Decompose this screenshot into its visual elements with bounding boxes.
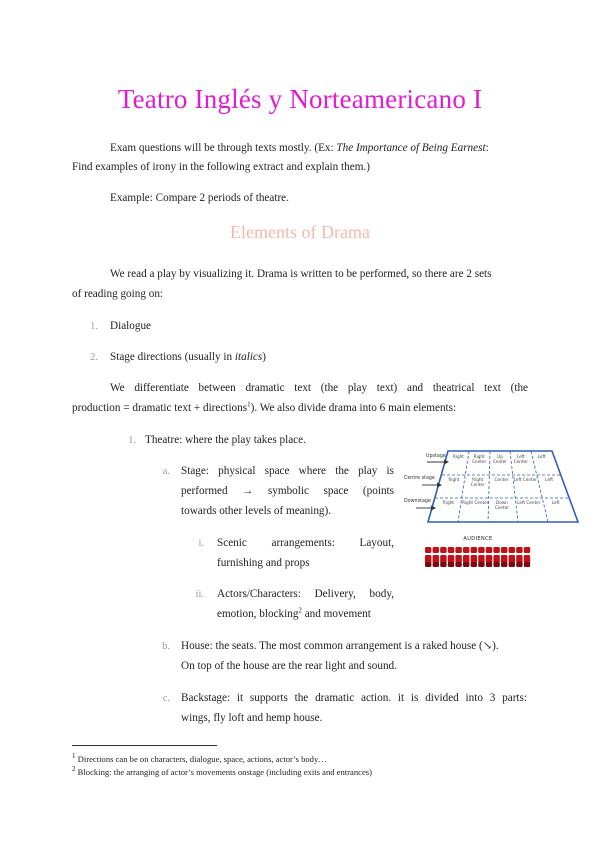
audience-seat xyxy=(501,547,507,553)
page-title: Teatro Inglés y Norteamericano I xyxy=(117,84,483,114)
audience-seat xyxy=(440,547,446,553)
audience-seat xyxy=(440,562,446,567)
list-item-stage-directions xyxy=(110,347,266,368)
audience-seat xyxy=(486,555,492,563)
audience-seat xyxy=(524,555,530,563)
audience-seat xyxy=(493,555,499,563)
stage-area-label: Right xyxy=(448,477,460,482)
audience-seat xyxy=(478,547,484,553)
example-paragraph: Example: Compare 2 periods of theatre. xyxy=(110,192,289,204)
audience-seat xyxy=(440,555,446,563)
actors-line-1: Actors/Characters: Delivery, body, xyxy=(217,588,394,600)
audience-seat xyxy=(425,547,431,553)
reading-line-1: We read a play by visualizing it. Drama is written to be performed, so there are 2 sets xyxy=(110,268,492,280)
scenic-line-2: furnishing and props xyxy=(217,557,310,569)
section-heading: Elements of Drama xyxy=(230,222,370,242)
list-item-text: ) xyxy=(262,351,266,363)
stage-line-1: Stage: physical space where the play is xyxy=(181,465,394,477)
audience-seat xyxy=(493,562,499,567)
stage-area-label: Left Center xyxy=(513,477,537,482)
footnote-ref-2[interactable]: 2 xyxy=(298,606,302,615)
stage-area-label: Right Center xyxy=(470,477,485,487)
stage-area-label: Left xyxy=(537,454,546,459)
audience-seat xyxy=(524,547,530,553)
audience-seat xyxy=(463,547,469,553)
differentiate-line-2 xyxy=(72,398,456,419)
play-title-italic: The Importance of Being Earnest xyxy=(336,142,486,154)
differentiate-text: ). We also divide drama into 6 main elements: xyxy=(250,402,457,414)
footnote-ref-1[interactable]: 1 xyxy=(247,400,251,409)
actors-text: and movement xyxy=(301,608,371,620)
stage-area-label: Center xyxy=(494,477,509,482)
audience-seat xyxy=(448,547,454,553)
stage-line-2: performed → symbolic space (points xyxy=(181,485,394,497)
list-roman: i. xyxy=(198,538,204,549)
actors-text: emotion, blocking xyxy=(217,608,299,620)
intro-line-1 xyxy=(110,138,489,159)
list-number: 1. xyxy=(90,321,98,332)
differentiate-text: production = dramatic text + directions xyxy=(72,402,248,414)
audience-seat xyxy=(486,547,492,553)
differentiate-line-1: We differentiate between dramatic text (the play text) and theatrical text (the xyxy=(110,382,528,394)
audience-seat xyxy=(471,555,477,563)
stage-area-label: Left xyxy=(545,477,554,482)
audience-seat xyxy=(516,562,522,567)
intro-text: Exam questions will be through texts mostly. (Ex: xyxy=(110,142,337,154)
actors-line-2 xyxy=(217,604,371,625)
audience-seat xyxy=(463,555,469,563)
scenic-line-1: Scenic arrangements: Layout, xyxy=(217,537,394,549)
stage-arrow-label: Downstage xyxy=(404,499,431,504)
stage-area-label: Left Center xyxy=(517,500,541,505)
audience-seat xyxy=(516,555,522,563)
audience-seat xyxy=(501,562,507,567)
audience-seat xyxy=(448,555,454,563)
list-roman: ii. xyxy=(195,589,204,600)
footnote-divider xyxy=(72,745,217,746)
footnote-text: Blocking: the arranging of actor’s movements onstage (including exits and entrances) xyxy=(77,767,372,777)
audience-seat xyxy=(524,562,530,567)
audience-seat xyxy=(463,562,469,567)
footnote-1 xyxy=(72,753,327,765)
audience-seat xyxy=(433,555,439,563)
list-letter: a. xyxy=(162,466,170,477)
audience-seat xyxy=(448,562,454,567)
audience-seats xyxy=(423,545,533,567)
audience-seat xyxy=(509,547,515,553)
house-line-2: On top of the house are the rear light and sound. xyxy=(181,660,397,672)
audience-seat xyxy=(425,562,431,567)
list-number: 2. xyxy=(90,352,98,363)
stage-area-label: Right xyxy=(442,500,454,505)
audience-seat xyxy=(516,547,522,553)
intro-line-2: Find examples of irony in the following extract and explain them.) xyxy=(72,161,370,173)
footnote-text: Directions can be on characters, dialogue, space, actions, actor’s body… xyxy=(77,754,327,764)
intro-colon: : xyxy=(485,142,489,154)
stage-area-label: Up Center xyxy=(492,454,508,464)
stage-line-3: towards other levels of meaning). xyxy=(181,505,332,517)
stage-area-label: Right xyxy=(452,454,464,459)
audience-label: AUDIENCE xyxy=(463,536,493,542)
stage-arrow-label: Upstage xyxy=(426,454,446,459)
stage-arrow-label: Centre stage xyxy=(404,476,435,481)
footnote-2 xyxy=(72,766,372,778)
audience-seat xyxy=(455,555,461,563)
footnote-number: 2 xyxy=(72,765,76,774)
stage-area-label: Right Center xyxy=(461,500,489,505)
audience-seat xyxy=(425,555,431,563)
list-item-dialogue: Dialogue xyxy=(110,320,152,332)
audience-seat xyxy=(478,562,484,567)
list-letter: b. xyxy=(162,641,170,652)
list-number: 1. xyxy=(128,435,136,446)
audience-seat xyxy=(501,555,507,563)
list-letter: c. xyxy=(162,693,170,704)
audience-seat xyxy=(486,562,492,567)
list-item-text: Stage directions (usually in xyxy=(110,351,235,363)
stage-area-label: Right Center xyxy=(472,454,487,464)
audience-seat xyxy=(509,555,515,563)
backstage-line-2: wings, fly loft and hemp house. xyxy=(181,712,323,724)
audience-seat xyxy=(471,547,477,553)
house-line-1: House: the seats. The most common arrangement is a raked house (↘). xyxy=(181,640,499,652)
backstage-line-1: Backstage: it supports the dramatic action. it is divided into 3 parts: xyxy=(181,692,527,704)
stage-area-label: Left xyxy=(551,500,560,505)
element-theatre: Theatre: where the play takes place. xyxy=(145,434,306,446)
reading-line-2: of reading going on: xyxy=(72,288,164,300)
audience-seat xyxy=(455,547,461,553)
stage-area-label: Left Center xyxy=(513,454,528,464)
audience-seat xyxy=(509,562,515,567)
audience-seat xyxy=(455,562,461,567)
footnote-number: 1 xyxy=(72,752,76,761)
audience-seat xyxy=(471,562,477,567)
audience-seat xyxy=(433,562,439,567)
audience-seat xyxy=(433,547,439,553)
audience-seat xyxy=(478,555,484,563)
stage-area-label: Down Center xyxy=(494,500,510,510)
italic-word: italics xyxy=(234,351,263,363)
audience-seat xyxy=(493,547,499,553)
